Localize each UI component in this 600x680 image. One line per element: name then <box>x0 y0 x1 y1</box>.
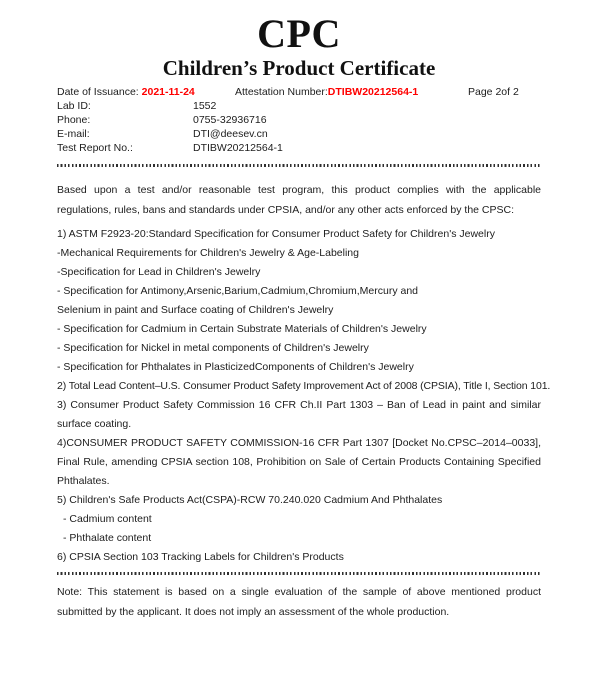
email-label: E-mail: <box>57 128 90 140</box>
issuance-row <box>57 85 541 99</box>
test-report-value: DTIBW20212564-1 <box>193 142 283 154</box>
note-paragraph: Note: This statement is based on a single evaluation of the sample of above mentioned product submitted by the applicant. It does not imply an assessment of the whole production. <box>57 586 541 618</box>
regulation-item-1-sub-cadmium: - Specification for Cadmium in Certain Substrate Materials of Children's Jewelry <box>57 323 427 335</box>
regulation-item-5: 5) Children's Safe Products Act(CSPA)-RCW 70.240.020 Cadmium And Phthalates <box>57 494 443 506</box>
attestation-number: DTIBW20212564-1 <box>327 86 419 98</box>
regulation-item-2: 2) Total Lead Content–U.S. Consumer Product Safety Improvement Act of 2008 (CPSIA), Title I, Section 101. <box>57 380 551 392</box>
regulation-item-1-sub-nickel: - Specification for Nickel in metal components of Children's Jewelry <box>57 342 369 354</box>
document-subtitle: Children’s Product Certificate <box>162 56 436 80</box>
regulation-list <box>57 225 551 567</box>
regulation-item-1: 1) ASTM F2923-20:Standard Specification for Consumer Product Safety for Children's Jewelry <box>57 228 495 240</box>
lab-id-value: 1552 <box>193 100 217 112</box>
document-title: CPC <box>257 11 341 56</box>
regulation-item-1-sub-phthalates: - Specification for Phthalates in PlasticizedComponents of Children's Jewelry <box>57 361 414 373</box>
regulation-item-1-sub-mechanical: -Mechanical Requirements for Children's Jewelry & Age-Labeling <box>57 247 359 259</box>
phone-row <box>57 113 541 127</box>
regulation-item-1-sub-selenium: Selenium in paint and Surface coating of Children's Jewelry <box>57 304 334 316</box>
issuance-date: 2021-11-24 <box>141 86 195 98</box>
attestation-group <box>235 85 418 99</box>
phone-value: 0755-32936716 <box>193 114 267 126</box>
regulation-item-3: 3) Consumer Product Safety Commission 16 CFR Ch.II Part 1303 – Ban of Lead in paint and similar surface coating. <box>57 399 541 430</box>
regulation-item-4: 4)CONSUMER PRODUCT SAFETY COMMISSION-16 CFR Part 1307 [Docket No.CPSC–2014–0033], Final Rule, amending CPSIA section 108, Prohibition on Sale of Certain Products Containing Specified Phthalates. <box>57 437 541 487</box>
issuance-label: Date of Issuance: <box>57 86 139 98</box>
regulation-item-1-sub-lead: -Specification for Lead in Children's Jewelry <box>57 266 261 278</box>
regulation-item-5-sub-cadmium-content: - Cadmium content <box>63 513 152 525</box>
attestation-label: Attestation Number: <box>235 86 328 98</box>
lab-id-label: Lab ID: <box>57 100 91 112</box>
lab-id-row <box>57 99 541 113</box>
regulation-item-6: 6) CPSIA Section 103 Tracking Labels for Children's Products <box>57 551 344 563</box>
phone-label: Phone: <box>57 114 91 126</box>
email-value: DTI@deesev.cn <box>193 128 268 140</box>
page-indicator: Page 2of 2 <box>468 86 519 98</box>
regulation-item-5-sub-phthalate-content: - Phthalate content <box>63 532 152 544</box>
dotted-divider-top <box>57 164 541 167</box>
email-row <box>57 127 541 141</box>
compliance-intro-paragraph: Based upon a test and/or reasonable test program, this product complies with the applicable regulations, rules, bans and standards under CPSIA, and/or any other acts enforced by the CPSC: <box>57 184 541 216</box>
test-report-row <box>57 141 541 155</box>
test-report-label: Test Report No.: <box>57 142 133 154</box>
certificate-metadata <box>57 85 541 155</box>
dotted-divider-bottom <box>57 572 541 575</box>
regulation-item-1-sub-antimony: - Specification for Antimony,Arsenic,Barium,Cadmium,Chromium,Mercury and <box>57 285 419 297</box>
